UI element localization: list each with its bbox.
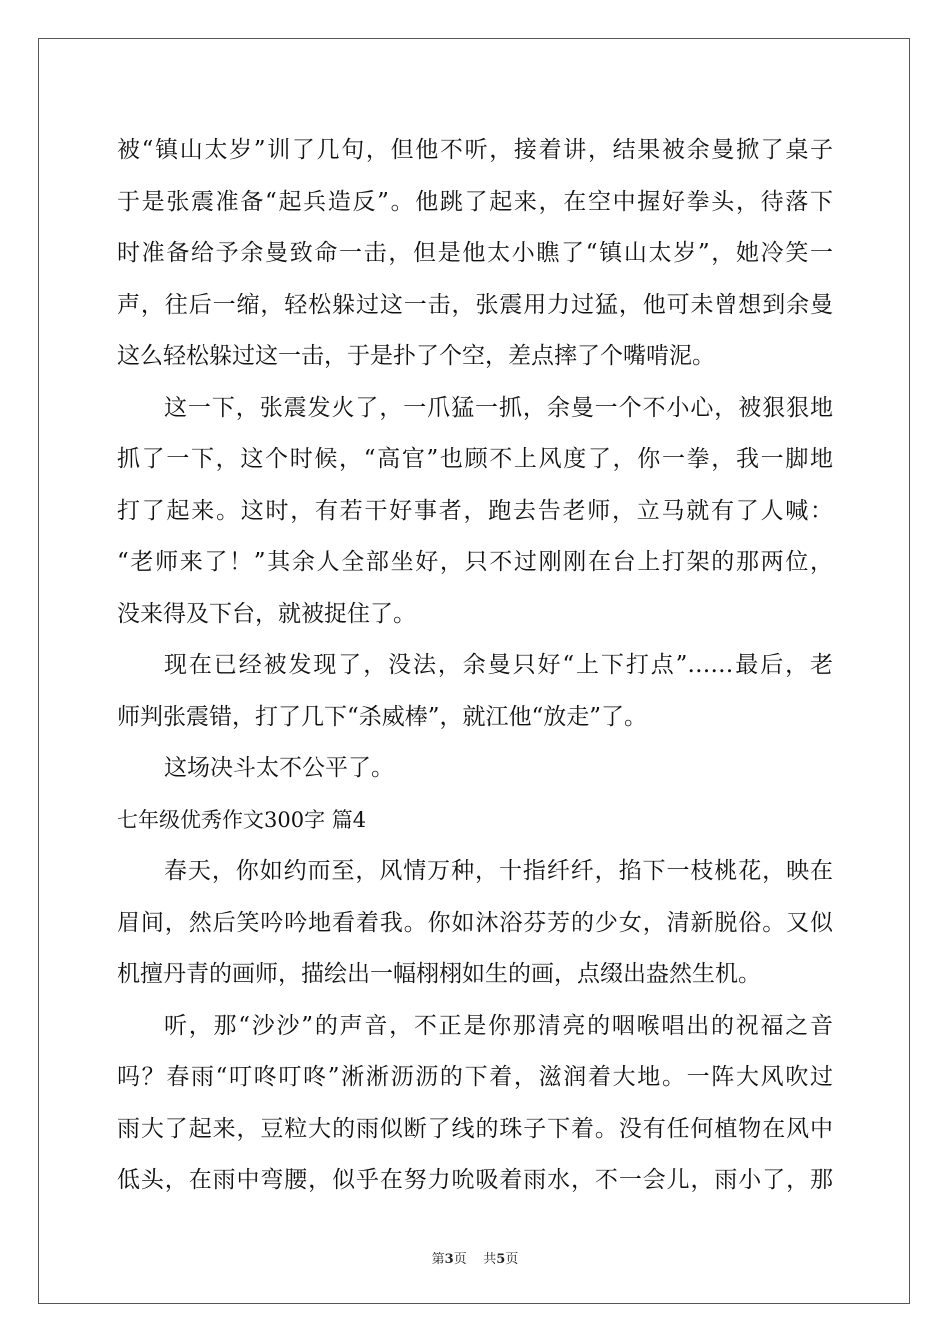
paragraph-start-line: 这场决斗太不公平了。 xyxy=(164,755,394,781)
text-line: 机擅丹青的画师，描绘出一幅栩栩如生的画，点缀出盎然生机。 xyxy=(117,961,761,987)
text-line: 抓了一下，这个时候，“高官”也顾不上风度了，你一拳，我一脚地 xyxy=(117,446,833,472)
text-line: 于是张震准备“起兵造反”。他跳了起来，在空中握好拳头，待落下 xyxy=(117,188,833,215)
total-suffix: 页 xyxy=(505,1252,519,1267)
text-line: 雨大了起来，豆粒大的雨似断了线的珠子下着。没有任何植物在风中 xyxy=(117,1115,833,1142)
text-line: “老师来了！”其余人全部坐好，只不过刚刚在台上打架的那两位， xyxy=(117,549,833,575)
paragraph-start-line: 春天，你如约而至，风情万种，十指纤纤，掐下一枝桃花，映在 xyxy=(164,858,833,884)
text-line: 打了起来。这时，有若干好事者，跑去告老师，立马就有了人喊： xyxy=(117,497,833,524)
total-pages: 5 xyxy=(496,1252,506,1267)
paragraph-start-line: 现在已经被发现了，没法，余曼只好“上下打点”……最后，老 xyxy=(164,652,833,678)
page-suffix: 页 xyxy=(453,1252,467,1267)
text-line: 低头，在雨中弯腰，似乎在努力吮吸着雨水，不一会儿，雨小了，那 xyxy=(117,1167,833,1193)
page-footer xyxy=(0,1248,950,1267)
text-line: 没来得及下台，就被捉住了。 xyxy=(117,600,416,627)
text-line: 这么轻松躲过这一击，于是扑了个空，差点摔了个嘴啃泥。 xyxy=(117,343,715,369)
text-line: 被“镇山太岁”训了几句，但他不听，接着讲，结果被余曼掀了桌子 xyxy=(117,137,833,163)
section-heading: 七年级优秀作文300字 篇4 xyxy=(117,807,367,832)
paragraph-start-line: 这一下，张震发火了，一爪猛一抓，余曼一个不小心，被狠狠地 xyxy=(164,394,833,421)
total-prefix: 共 xyxy=(483,1252,497,1267)
document-body xyxy=(117,125,833,1207)
page-prefix: 第 xyxy=(431,1252,445,1267)
page-number: 3 xyxy=(444,1252,454,1267)
text-line: 声，往后一缩，轻松躲过这一击，张震用力过猛，他可未曾想到余曼 xyxy=(117,291,833,318)
text-line: 眉间，然后笑吟吟地看着我。你如沐浴芬芳的少女，清新脱俗。又似 xyxy=(117,909,833,936)
paragraph-start-line: 听，那“沙沙”的声音，不正是你那清亮的咽喉唱出的祝福之音 xyxy=(164,1012,833,1039)
text-line: 吗？春雨“叮咚叮咚”淅淅沥沥的下着，滋润着大地。一阵大风吹过 xyxy=(117,1064,833,1090)
text-line: 时准备给予余曼致命一击，但是他太小瞧了“镇山太岁”，她冷笑一 xyxy=(117,240,833,266)
text-line: 师判张震错，打了几下“杀威棒”，就江他“放走”了。 xyxy=(117,703,648,730)
